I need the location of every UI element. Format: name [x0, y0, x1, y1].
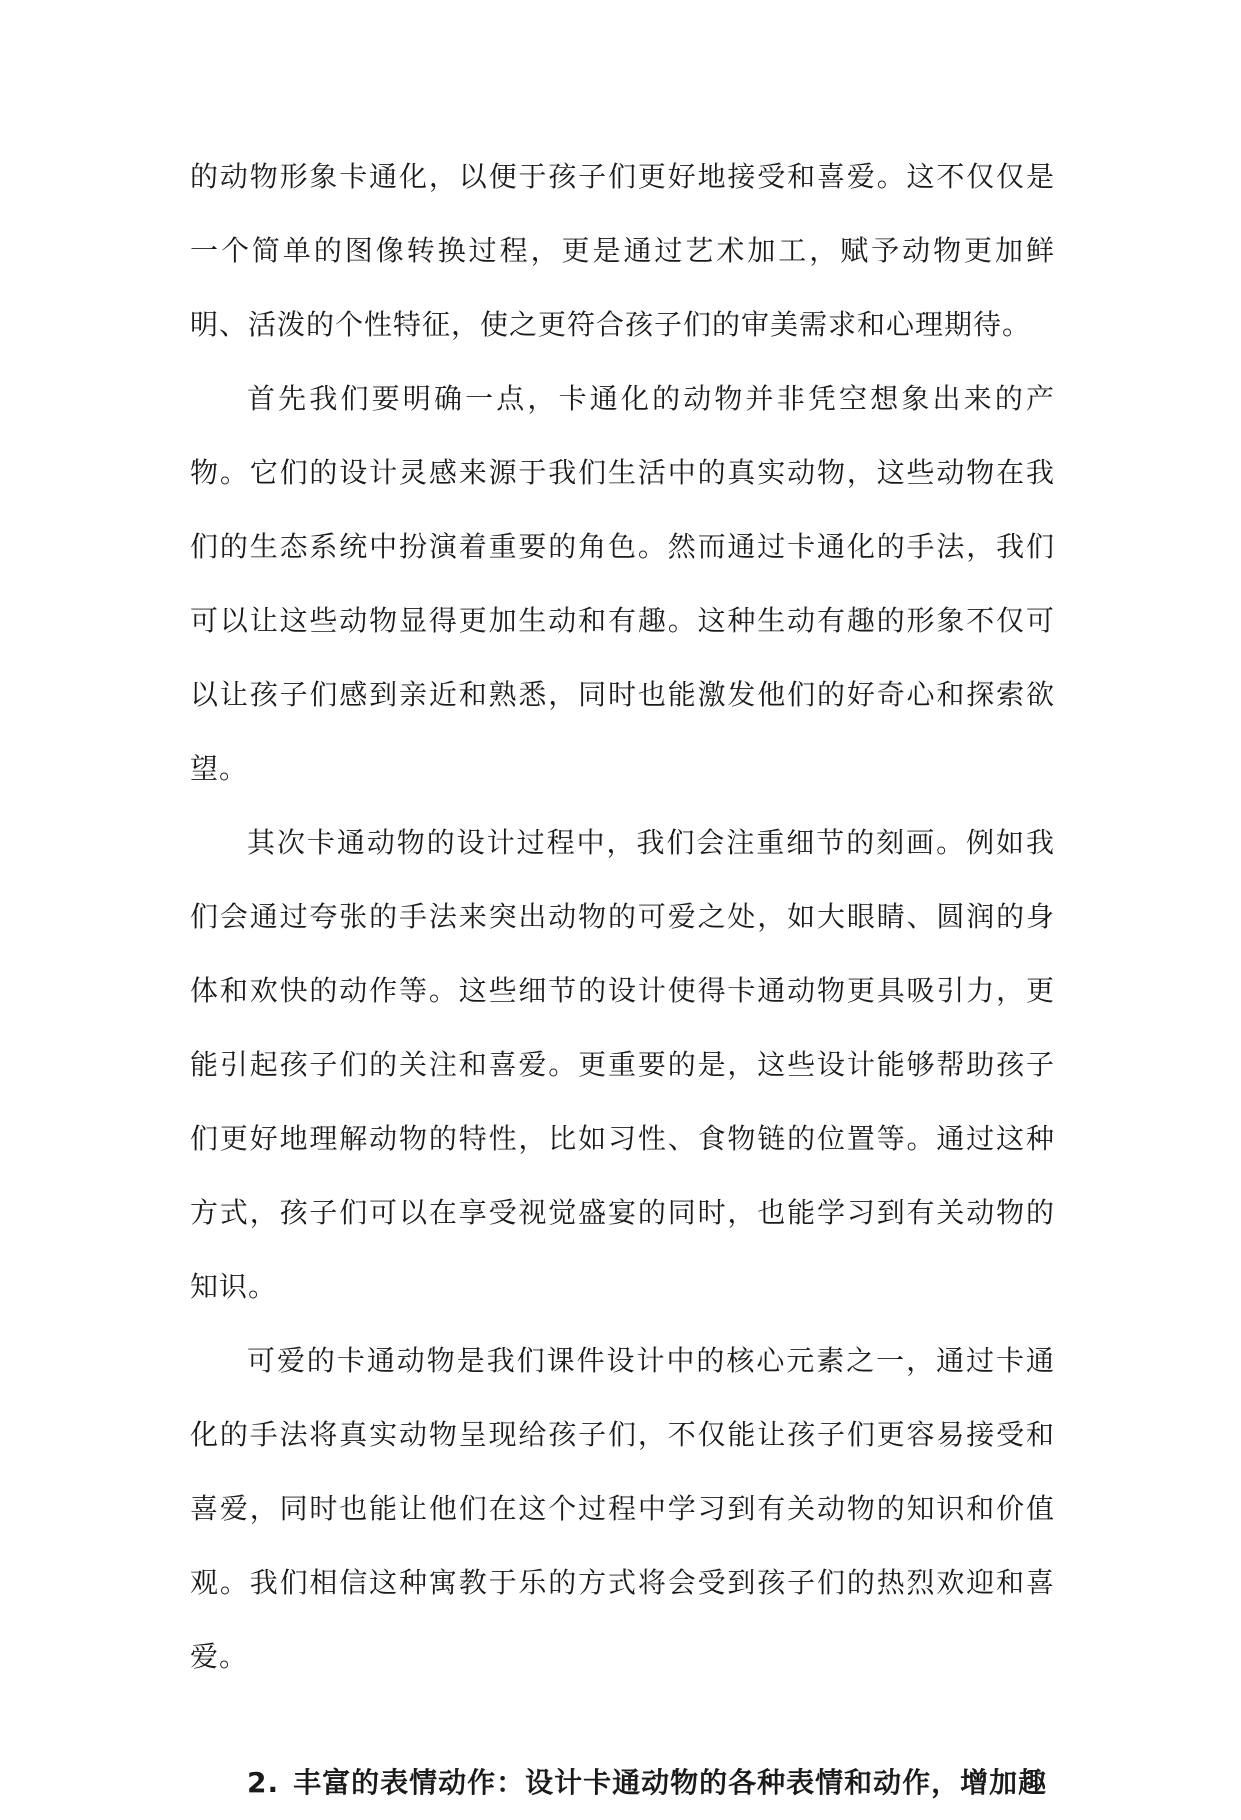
section-heading-text: 丰富的表情动作：设计卡通动物的各种表情和动作，增加趣: [293, 1766, 1048, 1799]
section-heading-number: 2.: [247, 1766, 280, 1799]
paragraph-2: 首先我们要明确一点，卡通化的动物并非凭空想象出来的产物。它们的设计灵感来源于我们生活中的真实动物，这些动物在我们的生态系统中扮演着重要的角色。然而通过卡通化的手法，我们可以让这些动物显得更加生动和有趣。这种生动有趣的形象不仅可以让孩子们感到亲近和熟悉，同时也能激发他们的好奇心和探索欲望。: [190, 382, 1055, 785]
paragraph-4: 可爱的卡通动物是我们课件设计中的核心元素之一，通过卡通化的手法将真实动物呈现给孩子们，不仅能让孩子们更容易接受和喜爱，同时也能让他们在这个过程中学习到有关动物的知识和价值观。我们相信这种寓教于乐的方式将会受到孩子们的热烈欢迎和喜爱。: [190, 1344, 1055, 1673]
paragraph-3: 其次卡通动物的设计过程中，我们会注重细节的刻画。例如我们会通过夸张的手法来突出动物的可爱之处，如大眼睛、圆润的身体和欢快的动作等。这些细节的设计使得卡通动物更具吸引力，更能引起孩子们的关注和喜爱。更重要的是，这些设计能够帮助孩子们更好地理解动物的特性，比如习性、食物链的位置等。通过这种方式，孩子们可以在享受视觉盛宴的同时，也能学习到有关动物的知识。: [190, 826, 1055, 1303]
section-heading: [190, 1746, 1055, 1820]
document-body: [190, 140, 1055, 1820]
paragraph-1: 的动物形象卡通化，以便于孩子们更好地接受和喜爱。这不仅仅是一个简单的图像转换过程，更是通过艺术加工，赋予动物更加鲜明、活泼的个性特征，使之更符合孩子们的审美需求和心理期待。: [190, 160, 1055, 341]
